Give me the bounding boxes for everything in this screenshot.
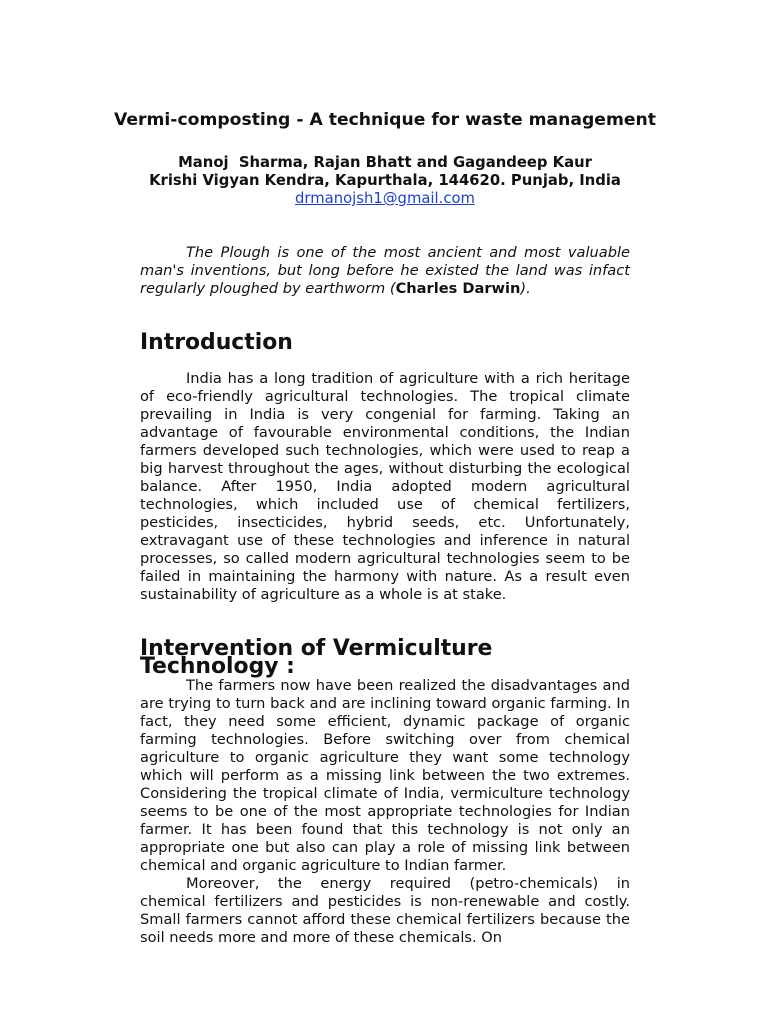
introduction-paragraph: India has a long tradition of agriculture with a rich heritage of eco-friendly agricultural technologies. The tropical climate prevailing in India is very congenial for farming. Taking an advantage of favourable environmental conditions, the Indian farmers developed such technologies, which were used to reap a big harvest throughout the ages, without disturbing the ecological balance. After 1950, India adopted modern agricultural technologies, which included use of chemical fertilizers, pesticides, insecticides, hybrid seeds, etc. Unfortunately, extravagant use of these technologies and inference in natural processes, so called modern agricultural technologies seem to be failed in maintaining the harmony with nature. As a result even sustainability of agriculture as a whole is at stake. — [140, 370, 630, 603]
intervention-body — [140, 677, 640, 947]
quote-author: Charles Darwin — [395, 280, 521, 297]
author-block — [110, 154, 660, 208]
email-link[interactable]: drmanojsh1@gmail.com — [295, 190, 475, 207]
section-heading-introduction: Introduction — [140, 330, 293, 355]
quote-text: The Plough is one of the most ancient and most valuable man's inventions, but long before he existed the land was infact regularly ploughed by earthworm ( — [140, 244, 630, 297]
affiliation: Krishi Vigyan Kendra, Kapurthala, 144620. Punjab, India — [149, 172, 621, 189]
quote-close: ). — [520, 280, 531, 297]
intervention-paragraph-2: Moreover, the energy required (petro-chemicals) in chemical fertilizers and pesticides is non-renewable and costly. Small farmers cannot afford these chemical fertilizers because the soil needs more and more of these chemicals. On — [140, 875, 630, 946]
section-heading-intervention: Intervention of Vermiculture Technology : — [140, 636, 493, 679]
epigraph-quote — [140, 244, 630, 298]
document-title: Vermi-composting - A technique for waste management — [114, 110, 656, 130]
intervention-paragraph-1: The farmers now have been realized the disadvantages and are trying to turn back and are inclining toward organic farming. In fact, they need some efficient, dynamic package of organic farming technologies. Before switching over from chemical agriculture to organic agriculture they want some technology which will perform as a missing link between the two extremes. Considering the tropical climate of India, vermiculture technology seems to be one of the most appropriate technologies for Indian farmer. It has been found that this technology is not only an appropriate one but also can play a role of missing link between chemical and organic agriculture to Indian farmer. — [140, 677, 640, 874]
author-names: Manoj Sharma, Rajan Bhatt and Gagandeep Kaur — [178, 154, 592, 171]
